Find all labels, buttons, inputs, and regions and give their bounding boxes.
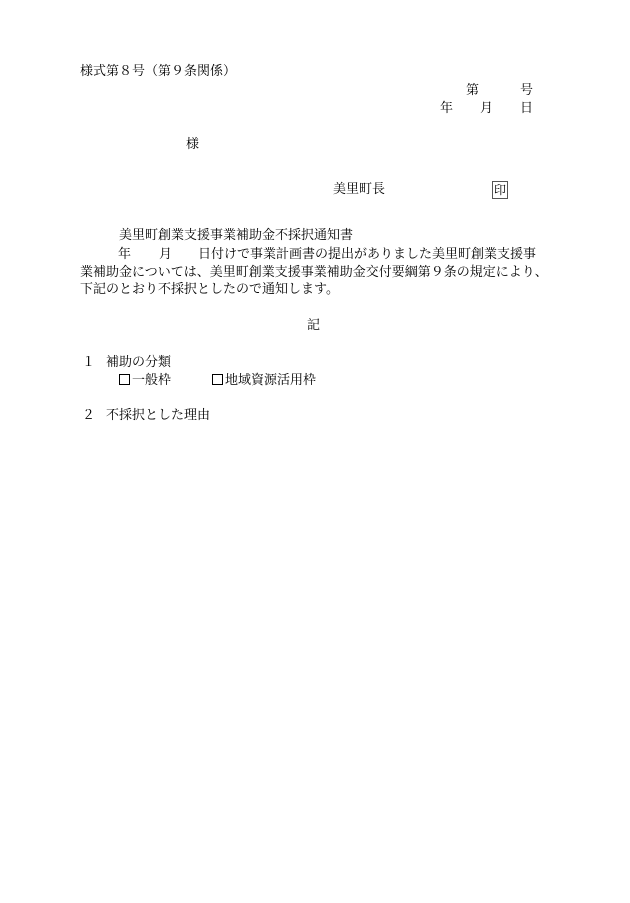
body-text-rest: 業補助金については、美里町創業支援事業補助金交付要綱第９条の規定により、下記のとおり不採択としたので通知します。 <box>80 264 548 297</box>
date-year: 年 <box>440 101 454 116</box>
item-1-number: １ <box>82 355 96 370</box>
checkbox-local-resources[interactable] <box>212 374 223 385</box>
option-local-resources-label: 地域資源活用枠 <box>225 373 317 388</box>
addressee-suffix: 様 <box>186 137 200 152</box>
body-text-line1: 日付けで事業計画書の提出がありました美里町創業支援事 <box>198 247 537 262</box>
body-paragraph <box>80 246 552 299</box>
option-general <box>119 373 171 389</box>
body-month: 月 <box>159 247 173 262</box>
item-1-label: 補助の分類 <box>106 355 172 370</box>
seal-mark: 印 <box>493 183 506 197</box>
document-title: 美里町創業支援事業補助金不採択通知書 <box>119 228 354 243</box>
checkbox-general[interactable] <box>119 374 130 385</box>
option-general-label: 一般枠 <box>132 373 172 388</box>
item-2-label: 不採択とした理由 <box>106 408 211 423</box>
date-month: 月 <box>480 101 494 116</box>
doc-number-go: 号 <box>520 83 534 98</box>
item-2-number: ２ <box>82 408 96 423</box>
doc-number-dai: 第 <box>466 83 480 98</box>
option-local-resources <box>212 373 316 389</box>
body-year: 年 <box>118 247 132 262</box>
date-day: 日 <box>520 101 534 116</box>
issuer-name: 美里町長 <box>333 182 386 197</box>
ki-heading: 記 <box>307 318 321 333</box>
form-number: 様式第８号（第９条関係） <box>80 64 237 79</box>
